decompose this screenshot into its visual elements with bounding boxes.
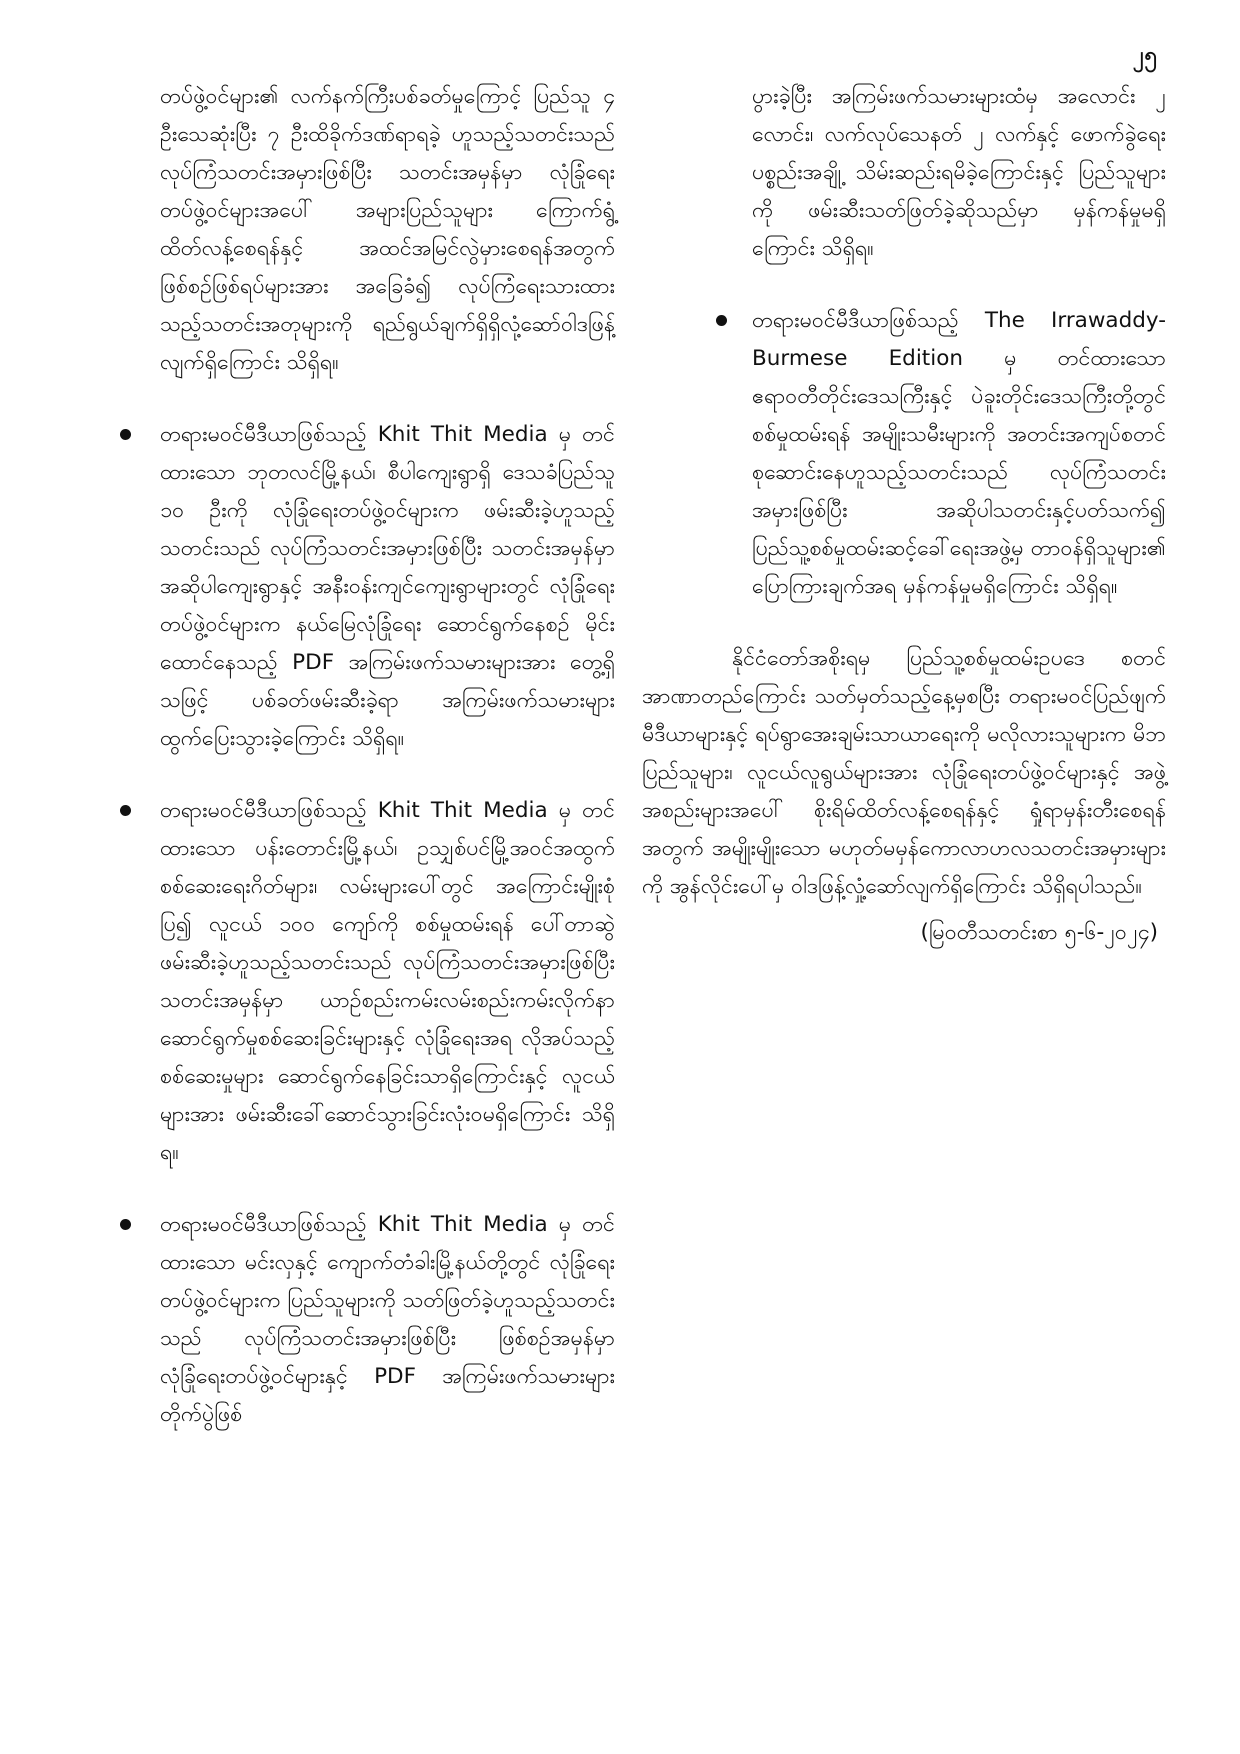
bullet-text: တရားမဝင်မီဒီယာဖြစ်သည့် Khit Thit Media မှ တင်ထားသော ဘုတလင်မြို့နယ်၊ စီပါကျေးရွာရှိ ဒေသခံပြည်သူ ၁၀ ဦးကို လုံခြုံရေးတပ်ဖွဲ့ဝင်များက ဖမ်းဆီးခဲ့ဟူသည့်သတင်းသည် လုပ်ကြံသတင်းအမှားဖြစ်ပြီး သတင်းအမှန်မှာ အဆိုပါကျေးရွာနှင့် အနီးဝန်းကျင်ကျေးရွာများတွင် လုံခြုံရေးတပ်ဖွဲ့ဝင်များက နယ်မြေလုံခြုံရေး ဆောင်ရွက်နေစဉ် မိုင်းထောင်နေသည့် PDF အကြမ်းဖက်သမားများအား တွေ့ရှိသဖြင့် ပစ်ခတ်ဖမ်းဆီးခဲ့ရာ အကြမ်းဖက်သမားများ ထွက်ပြေးသွားခဲ့ကြောင်း သိရှိရ။ bbox=[160, 422, 615, 751]
bullet-text: တရားမဝင်မီဒီယာဖြစ်သည့် The Irrawaddy- Burmese Edition မှ တင်ထားသော ဧရာဝတီတိုင်းဒေသကြီးနှင့် ပဲခူးတိုင်းဒေသကြီးတို့တွင် စစ်မှုထမ်းရန် အမျိုးသမီးများကို အတင်းအကျပ်စတင်စုဆောင်းနေဟူသည့်သတင်းသည် လုပ်ကြံသတင်းအမှားဖြစ်ပြီး အဆိုပါသတင်းနှင့်ပတ်သက်၍ ပြည်သူ့စစ်မှုထမ်းဆင့်ခေါ်ရေးအဖွဲ့မှ တာဝန်ရှိသူများ၏ ပြောကြားချက်အရ မှန်ကန်မှုမရှိကြောင်း သိရှိရ။ bbox=[752, 308, 1166, 599]
left-column bbox=[160, 78, 615, 1468]
page-number: ၂၅ bbox=[1132, 43, 1158, 68]
list-item bbox=[642, 302, 1166, 606]
list-item bbox=[126, 792, 615, 1172]
list-item bbox=[126, 1206, 615, 1434]
bullet-icon bbox=[120, 429, 131, 440]
bullet-icon bbox=[716, 315, 727, 326]
list-item bbox=[126, 416, 615, 758]
bullet-icon bbox=[120, 1219, 131, 1230]
bullet-text: တရားမဝင်မီဒီယာဖြစ်သည့် Khit Thit Media မှ တင်ထားသော ပန်းတောင်းမြို့နယ်၊ ဥသျှစ်ပင်မြို့အဝင်အထွက် စစ်ဆေးရေးဂိတ်များ၊ လမ်းများပေါ်တွင် အကြောင်းမျိုးစုံပြ၍ လူငယ် ၁၀၀ ကျော်ကို စစ်မှုထမ်းရန် ပေါ်တာဆွဲဖမ်းဆီးခဲ့ဟူသည့်သတင်းသည် လုပ်ကြံသတင်းအမှားဖြစ်ပြီး သတင်းအမှန်မှာ ယာဉ်စည်းကမ်းလမ်းစည်းကမ်းလိုက်နာဆောင်ရွက်မှုစစ်ဆေးခြင်းများနှင့် လုံခြုံရေးအရ လိုအပ်သည့်စစ်ဆေးမှုများ ဆောင်ရွက်နေခြင်းသာရှိကြောင်းနှင့် လူငယ်များအား ဖမ်းဆီးခေါ်ဆောင်သွားခြင်းလုံးဝမရှိကြောင်း သိရှိရ။ bbox=[160, 798, 615, 1165]
closing-paragraph: နိုင်ငံတော်အစိုးရမှ ပြည်သူ့စစ်မှုထမ်းဥပဒေ စတင်အာဏာတည်ကြောင်း သတ်မှတ်သည့်နေ့မှစပြီး တရားမဝင်ပြည်ဖျက်မီဒီယာများနှင့် ရပ်ရွာအေးချမ်းသာယာရေးကို မလိုလားသူများက မိဘပြည်သူများ၊ လူငယ်လူရွယ်များအား လုံခြုံရေးတပ်ဖွဲ့ဝင်များနှင့် အဖွဲ့အစည်းများအပေါ် စိုးရိမ်ထိတ်လန့်စေရန်နှင့် ရှုံရာမှန်းတီးစေရန်အတွက် အမျိုးမျိုးသော မဟုတ်မမှန်ကောလာဟလသတင်းအမှားများကို အွန်လိုင်းပေါ်မှ ဝါဒဖြန့်လှုံ့ဆော်လျက်ရှိကြောင်း သိရှိရပါသည်။ bbox=[642, 646, 1166, 899]
continuation-paragraph: ပွားခဲ့ပြီး အကြမ်းဖက်သမားများထံမှ အလောင်း ၂ လောင်း၊ လက်လုပ်သေနတ် ၂ လက်နှင့် ဖောက်ခွဲရေးပစ္စည်းအချို့ သိမ်းဆည်းရမိခဲ့ကြောင်းနှင့် ပြည်သူများကို ဖမ်းဆီးသတ်ဖြတ်ခဲ့ဆိုသည်မှာ မှန်ကန်မှုမရှိကြောင်း သိရှိရ။ bbox=[752, 84, 1166, 261]
source-citation: (မြဝတီသတင်းစာ ၅-၆-၂၀၂၄) bbox=[920, 920, 1158, 945]
bullet-icon bbox=[120, 805, 131, 816]
bullet-text: တရားမဝင်မီဒီယာဖြစ်သည့် Khit Thit Media မှ တင်ထားသော မင်းလှနှင့် ကျောက်တံခါးမြို့နယ်တို့တွင် လုံခြုံရေးတပ်ဖွဲ့ဝင်များက ပြည်သူများကို သတ်ဖြတ်ခဲ့ဟူသည့်သတင်းသည် လုပ်ကြံသတင်းအမှားဖြစ်ပြီး ဖြစ်စဉ်အမှန်မှာ လုံခြုံရေးတပ်ဖွဲ့ဝင်များနှင့် PDF အကြမ်းဖက်သမားများ တိုက်ပွဲဖြစ် bbox=[160, 1212, 615, 1427]
intro-paragraph: တပ်ဖွဲ့ဝင်များ၏ လက်နက်ကြီးပစ်ခတ်မှုကြောင့် ပြည်သူ ၄ ဦးသေဆုံးပြီး ၇ ဦးထိခိုက်ဒဏ်ရာရခဲ့ ဟူသည့်သတင်းသည် လုပ်ကြံသတင်းအမှားဖြစ်ပြီး သတင်းအမှန်မှာ လုံခြုံရေးတပ်ဖွဲ့ဝင်များအပေါ် အများပြည်သူများ ကြောက်ရွံ့ထိတ်လန့်စေရန်နှင့် အထင်အမြင်လွဲမှားစေရန်အတွက် ဖြစ်စဉ်ဖြစ်ရပ်များအား အခြေခံ၍ လုပ်ကြံရေးသားထားသည့်သတင်းအတုများကို ရည်ရွယ်ချက်ရှိရှိလုံ့ဆော်ဝါဒဖြန့်လျက်ရှိကြောင်း သိရှိရ။ bbox=[160, 84, 615, 375]
right-column bbox=[642, 78, 1166, 952]
